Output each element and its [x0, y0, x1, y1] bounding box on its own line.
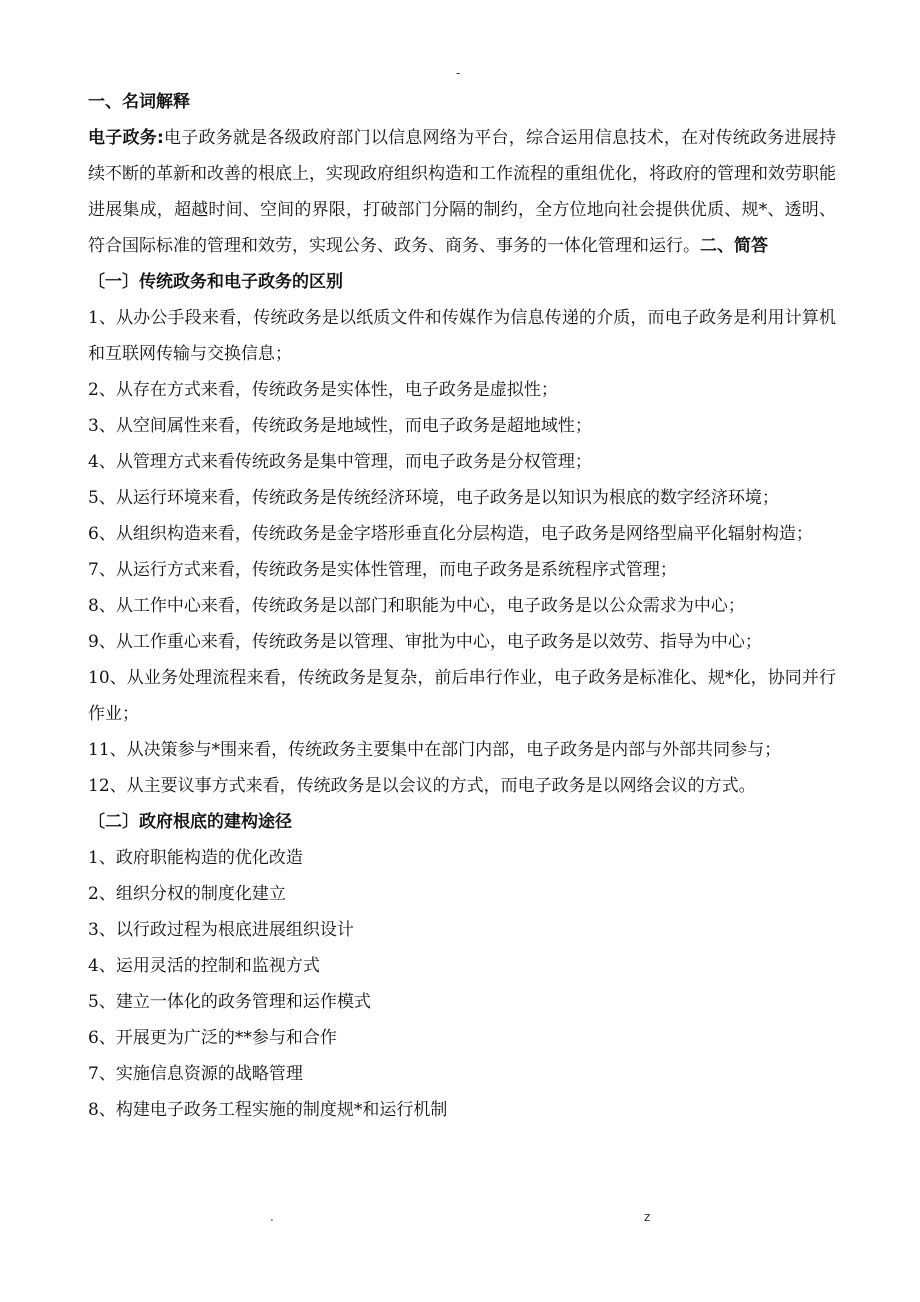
list-item: 2、组织分权的制度化建立: [88, 884, 286, 904]
document-body: [88, 84, 836, 1128]
list-item: 7、从运行方式来看，传统政务是实体性管理，而电子政务是系统程序式管理；: [88, 560, 677, 580]
list-item: 8、从工作中心来看，传统政务是以部门和职能为中心，电子政务是以公众需求为中心；: [88, 596, 745, 616]
list-item: 2、从存在方式来看，传统政务是实体性，电子政务是虚拟性；: [88, 380, 558, 400]
section-title-definitions: 一、名词解释: [88, 92, 190, 112]
list-item: 6、从组织构造来看，传统政务是金字塔形垂直化分层构造，电子政务是网络型扁平化辐射构造；: [88, 524, 813, 544]
list-item: 7、实施信息资源的战略管理: [88, 1064, 303, 1084]
subsection-title-differences: 〔一〕传统政务和电子政务的区别: [88, 272, 343, 292]
list-item: 10、从业务处理流程来看，传统政务是复杂，前后串行作业，电子政务是标准化、规*化，协同并行作业；: [88, 668, 836, 724]
footer-left-mark: .: [270, 1210, 274, 1224]
list-item: 4、从管理方式来看传统政务是集中管理，而电子政务是分权管理；: [88, 452, 592, 472]
list-item: 6、开展更为广泛的**参与和合作: [88, 1028, 337, 1048]
list-item: 1、从办公手段来看，传统政务是以纸质文件和传媒作为信息传递的介质，而电子政务是利用计算机和互联网传输与交换信息；: [88, 308, 836, 364]
list-item: 5、从运行环境来看，传统政务是传统经济环境，电子政务是以知识为根底的数字经济环境；: [88, 488, 779, 508]
definition-paragraph: [88, 120, 836, 264]
list-item: 11、从决策参与*围来看，传统政务主要集中在部门内部，电子政务是内部与外部共同参与；: [88, 740, 782, 760]
list-item: 3、从空间属性来看，传统政务是地域性，而电子政务是超地域性；: [88, 416, 592, 436]
page-header-mark: -: [456, 66, 461, 80]
list-item: 3、以行政过程为根底进展组织设计: [88, 920, 354, 940]
list-item: 9、从工作重心来看，传统政务是以管理、审批为中心，电子政务是以效劳、指导为中心；: [88, 632, 762, 652]
list-item: 12、从主要议事方式来看，传统政务是以会议的方式，而电子政务是以网络会议的方式。: [88, 776, 756, 796]
definition-term: 电子政务:: [88, 128, 164, 148]
list-item: 8、构建电子政务工程实施的制度规*和运行机制: [88, 1100, 448, 1120]
definition-text: 电子政务就是各级政府部门以信息网络为平台，综合运用信息技术，在对传统政务进展持续不断的革新和改善的根底上，实现政府组织构造和工作流程的重组优化，将政府的管理和效劳职能进展集成，超越时间、空间的界限，打破部门分隔的制约，全方位地向社会提供优质、规*、透明、符合国际标准的管理和效劳，实现公务、政务、商务、事务的一体化管理和运行。: [88, 128, 836, 256]
footer-right-mark: z: [644, 1210, 651, 1224]
list-item: 5、建立一体化的政务管理和运作模式: [88, 992, 371, 1012]
list-item: 1、政府职能构造的优化改造: [88, 848, 303, 868]
section-title-short-answer: 二、简答: [700, 236, 768, 256]
list-item: 4、运用灵活的控制和监视方式: [88, 956, 320, 976]
subsection-title-construction-paths: 〔二〕政府根底的建构途径: [88, 812, 292, 832]
